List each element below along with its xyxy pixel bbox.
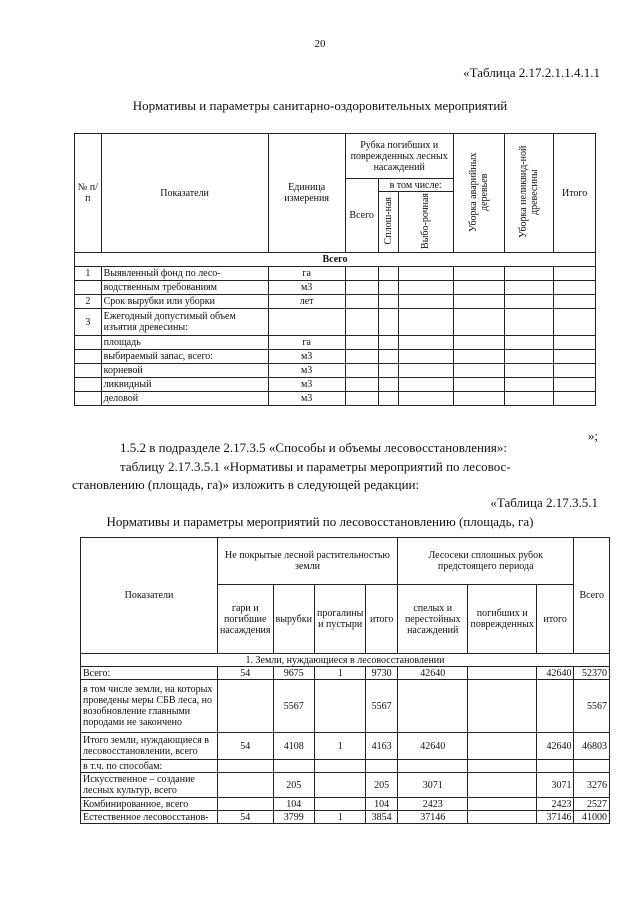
table-row: водственным требованиям м3 [75,281,596,295]
section-lands: 1. Земли, нуждающиеся в лесовосстановлении [81,654,610,667]
header-unit: Единица измерения [268,134,345,253]
header-total: Всего [574,538,610,654]
table-row: Итого земли, нуждающиеся в лесовосстановлении, всего 54 4108 1 4163 42640 42640 46803 [81,733,610,760]
paragraph-table-change-cont: становлению (площадь, га)» изложить в следующей редакции: [72,477,420,492]
header-clearcut: Лесосеки сплошных рубок предстоящего периода [397,538,573,585]
table2-reference: «Таблица 2.17.3.5.1 [490,495,598,510]
header-itogo-2: итого [536,585,574,654]
header-emergency: Уборка аварийных деревьев [453,134,505,253]
table-row: в том числе земли, на которых проведены меры СБВ леса, но возобновление главными породами не закончено 5567 5567 5567 [81,680,610,733]
header-indicators: Показатели [81,538,218,654]
table-row: площадь га [75,336,596,350]
header-selective: Выбо-рочная [398,192,453,253]
sanitary-norms-table [74,133,596,406]
header-glades: прогалины и пустыри [314,585,365,654]
table-row: Естественное лесовосстанов- 54 3799 1 3854 37146 37146 41000 [81,811,610,824]
table-row: Искусственное – создание лесных культур, всего 205 205 3071 3071 3276 [81,773,610,798]
reforestation-norms-table [80,537,610,824]
header-felling: Рубка погибших и поврежденных лесных насаждений [345,134,453,179]
table-row: ликвидный м3 [75,378,596,392]
table-row: выбираемый запас, всего: м3 [75,350,596,364]
header-total-sub: Всего [345,179,378,253]
table-row: 3 Ежегодный допустимый объем изъятия древесины: [75,309,596,336]
header-clearings: вырубки [273,585,314,654]
header-mature: спелых и перестойных насаждений [397,585,468,654]
header-total: Итого [554,134,596,253]
table-row: Комбинированное, всего 104 104 2423 2423 2527 [81,798,610,811]
table-row: 2 Срок вырубки или уборки лет [75,295,596,309]
header-dead: погибших и поврежденных [468,585,536,654]
table-row: 1 Выявленный фонд по лесо- га [75,267,596,281]
table-row: деловой м3 [75,392,596,406]
header-including: в том числе: [378,179,453,192]
header-burnt: гари и погибшие насаждения [217,585,273,654]
header-indicators: Показатели [101,134,268,253]
paragraph-table-change: таблицу 2.17.3.5.1 «Нормативы и параметры мероприятий по лесовос- [120,459,511,474]
paragraph-subsection: 1.5.2 в подразделе 2.17.3.5 «Способы и объемы лесовосстановления»: [120,440,507,455]
header-not-covered: Не покрытые лесной растительностью земли [217,538,397,585]
table-row: в т.ч. по способам: [81,760,610,773]
page-number: 20 [314,38,326,50]
header-num: № п/п [75,134,102,253]
table-row: Всего: 54 9675 1 9730 42640 42640 52370 [81,667,610,680]
header-clear: Сплош-ная [378,192,398,253]
table1-title: Нормативы и параметры санитарно-оздоровительных мероприятий [132,98,508,113]
table-row: корневой м3 [75,364,596,378]
table1-reference: «Таблица 2.17.2.1.1.4.1.1 [463,65,600,80]
header-itogo-1: итого [366,585,398,654]
header-illiquid: Уборка неликвид-ной древесины [505,134,554,253]
table2-title: Нормативы и параметры мероприятий по лесовосстановлению (площадь, га) [106,514,534,529]
section-total: Всего [75,253,596,267]
quote-end: »; [587,428,598,443]
